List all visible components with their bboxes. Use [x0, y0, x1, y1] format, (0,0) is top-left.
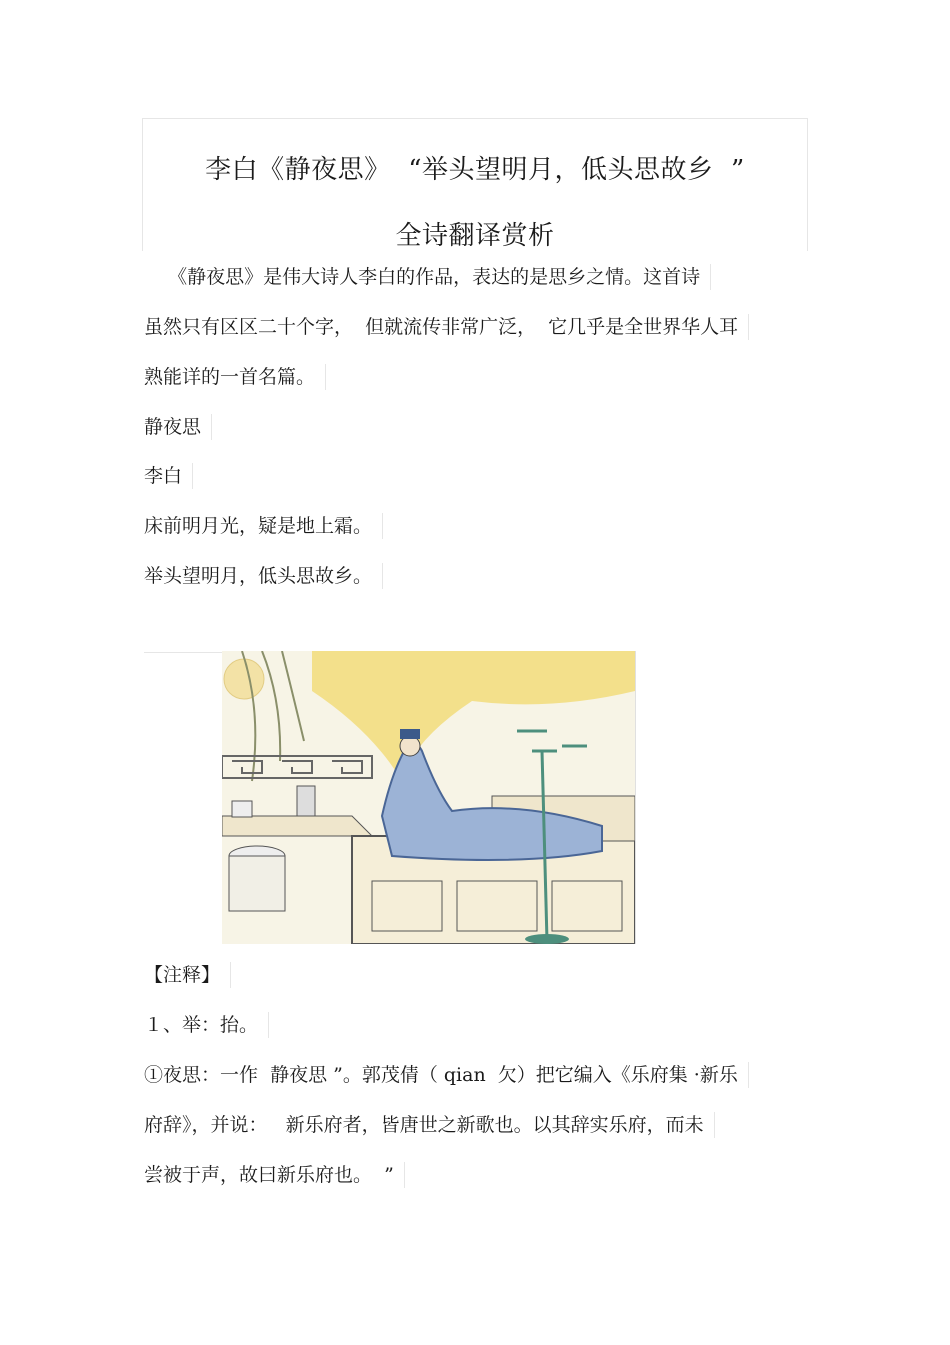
title-box: [142, 118, 808, 251]
intro-line-2: 虽然只有区区二十个字， 但就流传非常广泛， 它几乎是全世界华人耳: [144, 314, 749, 340]
page-subtitle: 全诗翻译赏析: [395, 221, 555, 251]
poem-verse-1: 床前明月光，疑是地上霜。: [144, 513, 383, 539]
poem-verse-2: 举头望明月，低头思故乡。: [144, 563, 383, 589]
notes-heading: 【注释】: [144, 962, 231, 988]
poem-title: 静夜思: [144, 414, 212, 440]
note-1: １、举：抬。: [144, 1012, 269, 1038]
note-2-line-1: ①夜思：一作 静夜思 ”。郭茂倩（ qian 欠）把它编入《乐府集 ·新乐: [144, 1062, 749, 1088]
page-title: 李白《静夜思》 “举头望明月，低头思故乡 ”: [205, 155, 745, 185]
divider: [144, 652, 224, 653]
poem-author: 李白: [144, 463, 193, 489]
intro-line-3: 熟能详的一首名篇。: [144, 364, 326, 390]
poem-illustration: [222, 651, 636, 944]
note-2-line-2: 府辞》，并说： 新乐府者，皆唐世之新歌也。以其辞实乐府，而未: [144, 1112, 715, 1138]
intro-line-1: 《静夜思》是伟大诗人李白的作品，表达的是思乡之情。这首诗: [144, 264, 711, 290]
note-2-line-3: 尝被于声，故曰新乐府也。 ”: [144, 1162, 405, 1188]
